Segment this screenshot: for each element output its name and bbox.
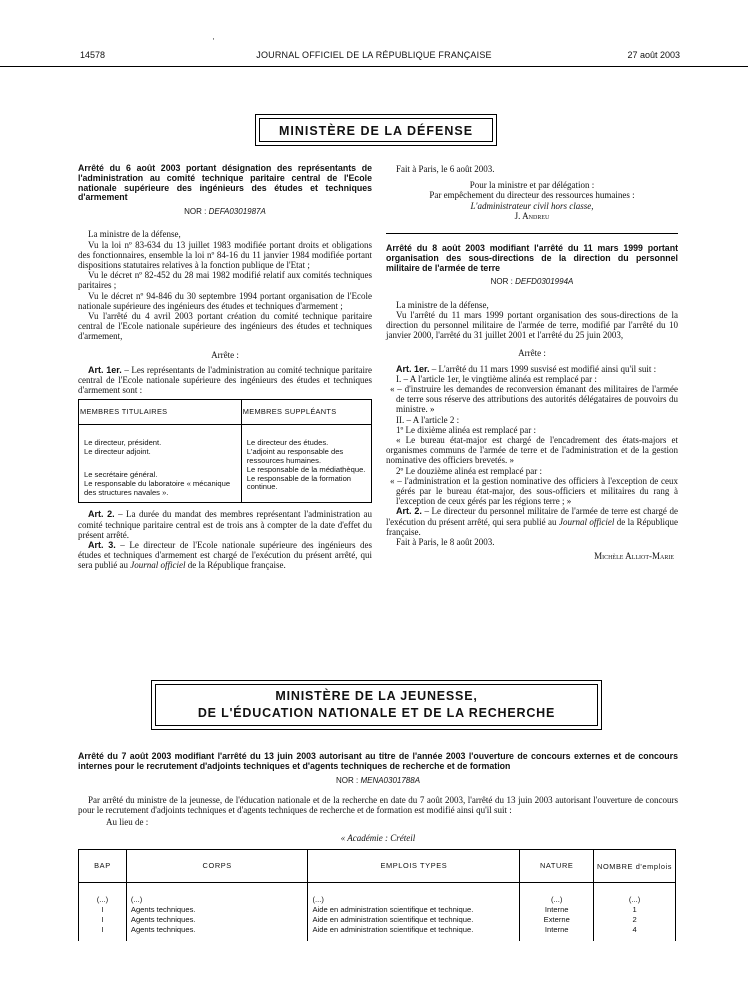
academie: « Académie : Créteil (340, 833, 416, 844)
quote: « – d'instruire les demandes de reconversion émanant des militaires de l'armée de terre sous réserve des attributions des autorités délégataires de pouvoirs du ministre. » (390, 384, 678, 415)
cell: I (79, 905, 127, 915)
header-corps: CORPS (126, 850, 308, 883)
header-emplois: EMPLOIS TYPES (308, 850, 520, 883)
article-label: Art. 1er. (88, 364, 122, 375)
nor-code: DEFD0301994A (515, 277, 574, 287)
subsection: 1º Le dixième alinéa est remplacé par : (396, 424, 536, 435)
journal-title: JOURNAL OFFICIEL DE LA RÉPUBLIQUE FRANÇAISE (256, 50, 492, 60)
arrete3-nor (78, 776, 678, 785)
header-suppleants: MEMBRES SUPPLÉANTS (241, 400, 371, 425)
ministry-line-2: DE L'ÉDUCATION NATIONALE ET DE LA RECHERCHE (197, 706, 556, 720)
list-item: Le responsable de la formation continue. (246, 473, 352, 492)
journal-officiel: Journal officiel (130, 560, 186, 571)
cell: 2 (594, 915, 676, 925)
right-column (386, 164, 678, 561)
cell: I (79, 925, 127, 941)
titulaires-cell (79, 425, 242, 503)
signature: J. Andreu (514, 210, 550, 221)
subsection: 2º Le douzième alinéa est remplacé par : (396, 465, 542, 476)
left-column (78, 164, 372, 571)
arrete2-nor (386, 277, 678, 287)
header-titulaires: MEMBRES TITULAIRES (79, 400, 242, 425)
article-text: – Les représentants de l'administration au comité technique paritaire central de l'Ecole nationale supérieure des ingénieurs des études et techniques d'armement sont : (78, 364, 372, 396)
section-divider (386, 221, 678, 234)
section-i: I. – A l'article 1er, le vingtième alinéa est remplacé par : (396, 373, 597, 384)
list-item: Le directeur adjoint. (84, 447, 151, 457)
paragraph: Vu le décret nº 94-846 du 30 septembre 1994 portant organisation de l'Ecole nationale supérieure des ingénieurs des études et techniques d'armement ; (78, 290, 372, 311)
page-header (0, 40, 748, 67)
article-1 (386, 364, 678, 374)
article-2 (78, 509, 372, 540)
cell: I (79, 915, 127, 925)
paragraph: La ministre de la défense, (88, 229, 181, 240)
cell: Aide en administration scientifique et technique. (308, 905, 520, 915)
article-label: Art. 2. (88, 509, 115, 520)
arrete3-section (78, 752, 678, 941)
header-bap: BAP (79, 850, 127, 883)
cell: Aide en administration scientifique et technique. (308, 925, 520, 941)
paragraph: La ministre de la défense, (396, 299, 489, 310)
paragraph: Vu le décret nº 82-452 du 28 mai 1982 modifié relatif aux comités techniques paritaires ; (78, 270, 372, 291)
article-label: Art. 1er. (396, 363, 430, 374)
article-label: Art. 2. (396, 506, 422, 517)
article-label: Art. 3. (88, 540, 116, 551)
list-item: Le responsable du laboratoire « mécanique des structures navales ». (84, 478, 231, 497)
empechement-line: Par empêchement du directeur des ressources humaines : (429, 190, 635, 201)
issue-date: 27 août 2003 (627, 50, 680, 60)
cell: Agents techniques. (126, 905, 308, 915)
paragraph: Vu l'arrêté du 11 mars 1999 portant organisation des sous-directions de la direction du personnel militaire de l'armée de terre, modifié par l'arrêté du 10 janvier 2000, l'arrêté du 31 juillet 2001 et l'arrêté du 25 juin 2003, (386, 309, 678, 341)
arrete1-title: Arrêté du 6 août 2003 portant désignation des représentants de l'administration au comité technique paritaire central de l'Ecole nationale supérieure des ingénieurs des études et techniques d'armement (78, 163, 372, 203)
cell: Agents techniques. (126, 915, 308, 925)
cell: (...) (126, 883, 308, 906)
ministry-defense-title: MINISTÈRE DE LA DÉFENSE (259, 118, 493, 142)
fait-a-paris: Fait à Paris, le 8 août 2003. (396, 537, 495, 548)
ministry-education-title (155, 684, 598, 726)
list-item: L'adjoint au responsable des ressources humaines. (246, 447, 344, 466)
signatory-title: L'administrateur civil hors classe, (470, 200, 594, 211)
nor-code: MENA0301788A (360, 775, 421, 785)
nor-label: NOR : (184, 207, 207, 217)
nor-label: NOR : (335, 775, 359, 785)
list-item: Le directeur, président. (84, 438, 162, 448)
suppleants-cell (241, 425, 371, 503)
header-nature: NATURE (520, 850, 594, 883)
cell: 1 (594, 905, 676, 915)
table-row (79, 905, 676, 915)
ministry-defense-box (255, 114, 497, 146)
members-table (78, 399, 372, 503)
jobs-table (78, 849, 676, 941)
cell: (...) (308, 883, 520, 906)
cell: Aide en administration scientifique et technique. (308, 915, 520, 925)
arrete-word: Arrête : (518, 348, 546, 359)
article-text: – Le directeur du personnel militaire de l'armée de terre est chargé de l'exécution du présent arrêté, qui sera publié au (386, 506, 678, 527)
stray-dot: · (212, 34, 215, 44)
arrete-word: Arrête : (211, 349, 239, 360)
delegation-line: Pour la ministre et par délégation : (469, 180, 595, 191)
list-item: Le responsable de la médiathèque. (246, 464, 366, 474)
article-3 (78, 540, 372, 571)
cell: (...) (79, 883, 127, 906)
header-nombre: NOMBRE d'emplois (594, 850, 676, 883)
arrete3-title: Arrêté du 7 août 2003 modifiant l'arrêté du 13 juin 2003 autorisant au titre de l'année 2003 l'ouverture de concours externes et de concours internes pour le recrutement d'adjoints techniques et d'agents techniques de recherche et de formation (78, 751, 678, 771)
fait-a-paris: Fait à Paris, le 6 août 2003. (396, 164, 495, 174)
article-text: – La durée du mandat des membres représentant l'administration au comité technique paritaire central est de trois ans à compter de la date d'effet du présent arrêté. (78, 509, 372, 540)
section-ii: II. – A l'article 2 : (396, 414, 460, 425)
article-text: – Le directeur de l'Ecole nationale supérieure des ingénieurs des études et techniques d'armement est chargé de l'exécution du présent arrêté, qui sera publié au (78, 540, 372, 571)
paragraph: Vu la loi nº 83-634 du 13 juillet 1983 modifiée portant droits et obligations des fonctionnaires, ensemble la loi nº 84-16 du 11 janvier 1984 modifiée portant dispositions statutaires relatives à la fonction publique de l'Etat ; (78, 239, 372, 270)
page-number: 14578 (80, 50, 106, 60)
arrete1-nor (78, 207, 372, 217)
cell: 4 (594, 925, 676, 941)
signature: Michèle Alliot-Marie (594, 551, 674, 562)
journal-officiel: Journal officiel (558, 516, 615, 527)
quote: « – l'administration et la gestion nominative des officiers à l'exception de ceux gérés par le bureau état-major, des sous-officiers et militaires du rang à l'exception de ceux gérés par les régions terre ; » (390, 475, 678, 507)
list-item: Le directeur des études. (246, 438, 329, 448)
ministry-education-box (151, 680, 602, 730)
table-row (79, 883, 676, 906)
arrete3-body: Par arrêté du ministre de la jeunesse, de l'éducation nationale et de la recherche en date du 7 août 2003, l'arrêté du 13 juin 2003 autorisant l'ouverture de concours pour le recrutement d'adjoints techniques et d'agents techniques de recherche et de formation est modifié ainsi qu'il suit : (78, 794, 678, 815)
ministry-line-1: MINISTÈRE DE LA JEUNESSE, (275, 689, 478, 703)
list-item: Le secrétaire général. (84, 470, 158, 480)
nor-code: DEFA0301987A (208, 207, 266, 217)
article-2 (386, 506, 678, 537)
quote: « Le bureau état-major est chargé de l'encadrement des états-majors et organismes communs de l'armée de terre et de l'administration et de la gestion nominative des officiers brevetés. » (386, 435, 678, 466)
article-1 (78, 365, 372, 396)
table-row (79, 925, 676, 941)
nor-label: NOR : (490, 277, 513, 287)
article-text: – L'arrêté du 11 mars 1999 susvisé est modifié ainsi qu'il suit : (429, 363, 657, 374)
article-text: de la République française. (185, 560, 286, 571)
cell: Agents techniques. (126, 925, 308, 941)
au-lieu-de: Au lieu de : (106, 817, 149, 827)
arrete2-title: Arrêté du 8 août 2003 modifiant l'arrêté du 11 mars 1999 portant organisation des sous-directions de la direction du personnel militaire de l'armée de terre (386, 243, 678, 273)
table-row (79, 915, 676, 925)
article-text: de la République française. (386, 516, 679, 537)
cell: Externe (520, 915, 594, 925)
cell: (...) (520, 883, 594, 906)
cell: (...) (594, 883, 676, 906)
cell: Interne (520, 925, 594, 941)
paragraph: Vu l'arrêté du 4 avril 2003 portant création du comité technique paritaire central de l'Ecole nationale supérieure des ingénieurs des études et techniques d'armement, (78, 311, 372, 342)
cell: Interne (520, 905, 594, 915)
